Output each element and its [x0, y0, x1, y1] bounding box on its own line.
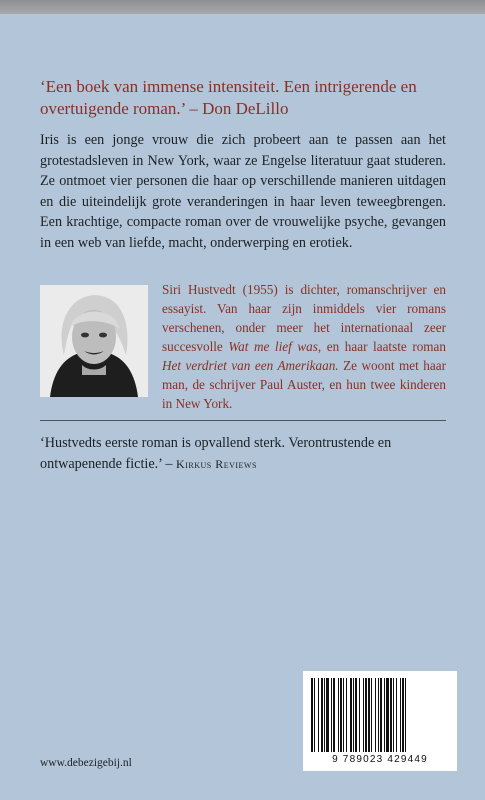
book-description: Iris is een jonge vrouw die zich probeert aan te passen aan het grotestadsleven in New York, waar ze Engelse literatuur gaat studeren. Ze ontmoet vier personen die haar op verschillende manieren uitdagen en die uiteindelijk grote veranderingen in haar leven teweegbrengen. Een krachtige, compacte roman over de vrouwelijke psyche, gevangen in een web van liefde, macht, onderwerping en erotiek.	[40, 132, 446, 251]
divider	[40, 420, 446, 421]
endorsement-quote: ‘Een boek van immense intensiteit. Een intrigerende en overtuigende roman.’ – Don DeLillo	[40, 77, 417, 118]
review-text: ‘Hustvedts eerste roman is opvallend sterk. Verontrustende en ontwapenende fictie.’ –	[40, 435, 392, 472]
author-bio	[162, 280, 446, 413]
publisher-website: www.debezigebij.nl	[40, 757, 132, 769]
review-quote	[40, 433, 446, 474]
review-source: Kirkus Reviews	[176, 456, 257, 471]
barcode-bars	[309, 678, 451, 754]
bio-text: , en haar laatste roman	[317, 339, 447, 354]
barcode	[303, 671, 457, 771]
bio-book-title: Het verdriet van een Amerikaan.	[162, 358, 339, 373]
isbn-number: 9 789023 429449	[332, 754, 428, 765]
top-band	[0, 0, 485, 14]
bio-book-title: Wat me lief was	[228, 339, 318, 354]
author-photo	[40, 285, 148, 397]
bio-text: Ze woont met haar man, de schrijver Paul Auster, en hun twee kinderen in New York.	[162, 358, 446, 411]
bio-text: Siri Hustvedt (1955) is dichter, romanschrijver en essayist. Van haar zijn inmiddels vier romans verschenen, onder meer het internationaal zeer succesvolle	[162, 282, 446, 354]
